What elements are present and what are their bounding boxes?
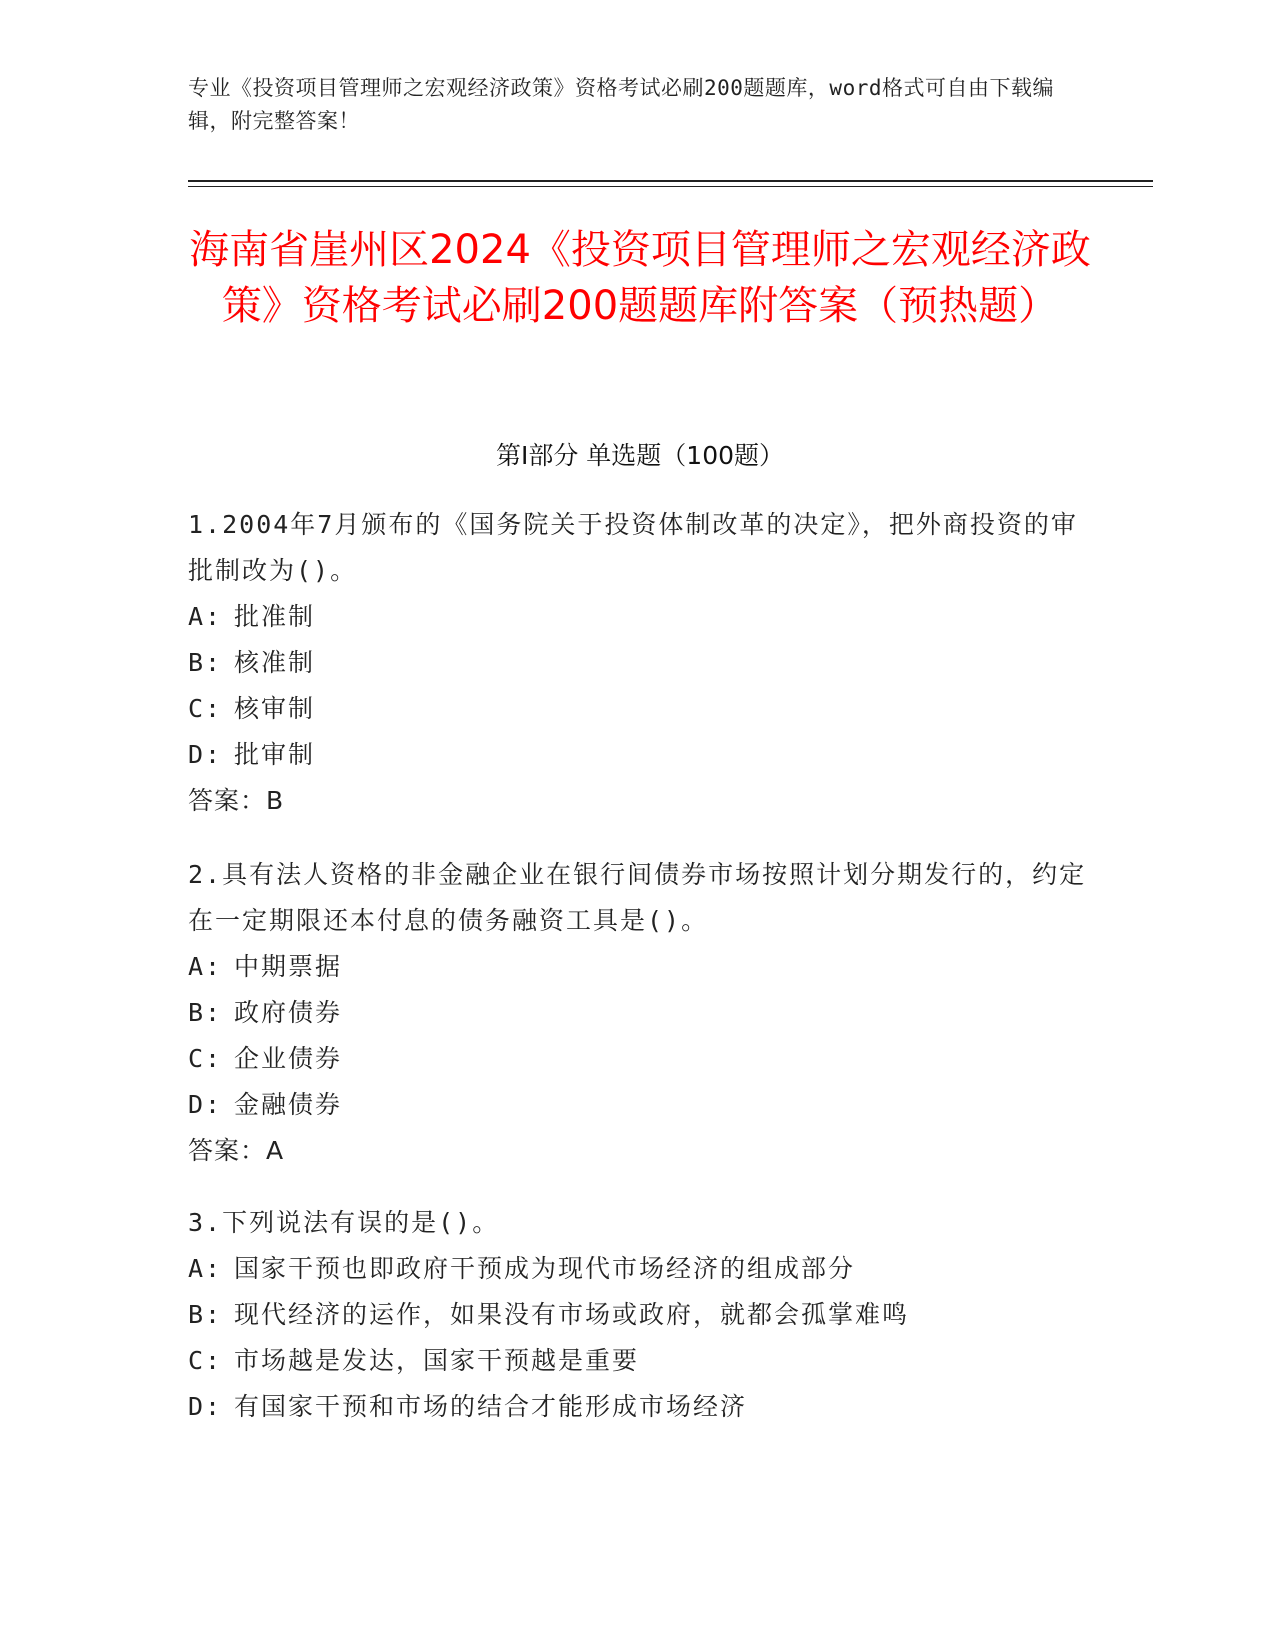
option-label: C: [188, 1346, 223, 1375]
question-2 [188, 852, 1088, 1174]
option-label: D: [188, 1392, 223, 1421]
option-c [188, 686, 1088, 732]
option-text: 国家干预也即政府干预成为现代市场经济的组成部分 [234, 1254, 856, 1283]
option-text: 市场越是发达，国家干预越是重要 [234, 1346, 640, 1375]
option-label: C: [188, 694, 223, 723]
option-label: B: [188, 648, 223, 677]
option-text: 批准制 [234, 602, 316, 631]
option-label: A: [188, 602, 223, 631]
question-text: 2.具有法人资格的非金融企业在银行间债券市场按照计划分期发行的，约定在一定期限还本付息的债务融资工具是()。 [188, 860, 1087, 935]
option-label: C: [188, 1044, 223, 1073]
option-text: 金融债券 [234, 1090, 343, 1119]
option-text: 批审制 [234, 740, 316, 769]
option-label: B: [188, 998, 223, 1027]
option-d [188, 732, 1088, 778]
answer: 答案：A [188, 1136, 285, 1165]
header-divider [188, 180, 1153, 182]
option-b [188, 1292, 1088, 1338]
option-label: A: [188, 1254, 223, 1283]
question-text: 1.2004年7月颁布的《国务院关于投资体制改革的决定》，把外商投资的审批制改为()。 [188, 510, 1078, 585]
option-text: 核审制 [234, 694, 316, 723]
option-c [188, 1036, 1088, 1082]
option-a [188, 594, 1088, 640]
option-text: 政府债券 [234, 998, 343, 1027]
option-a [188, 944, 1088, 990]
option-label: B: [188, 1300, 223, 1329]
option-label: D: [188, 740, 223, 769]
option-c [188, 1338, 1088, 1384]
question-text: 3.下列说法有误的是()。 [188, 1208, 500, 1237]
option-text: 中期票据 [234, 952, 343, 981]
option-d [188, 1384, 1088, 1430]
option-d [188, 1082, 1088, 1128]
option-label: A: [188, 952, 223, 981]
option-a [188, 1246, 1088, 1292]
option-text: 有国家干预和市场的结合才能形成市场经济 [234, 1392, 748, 1421]
header-divider-thin [188, 186, 1153, 187]
option-text: 企业债券 [234, 1044, 343, 1073]
question-1 [188, 502, 1088, 824]
question-3 [188, 1200, 1088, 1430]
option-b [188, 990, 1088, 1036]
option-b [188, 640, 1088, 686]
answer: 答案：B [188, 786, 285, 815]
section-heading: 第Ⅰ部分 单选题（100题） [495, 441, 785, 470]
header-note: 专业《投资项目管理师之宏观经济政策》资格考试必刷200题题库，word格式可自由下载编辑，附完整答案！ [188, 76, 1054, 133]
document-title: 海南省崖州区2024《投资项目管理师之宏观经济政策》资格考试必刷200题题库附答案（预热题） [189, 227, 1091, 329]
option-text: 核准制 [234, 648, 316, 677]
option-label: D: [188, 1090, 223, 1119]
option-text: 现代经济的运作，如果没有市场或政府，就都会孤掌难鸣 [234, 1300, 910, 1329]
